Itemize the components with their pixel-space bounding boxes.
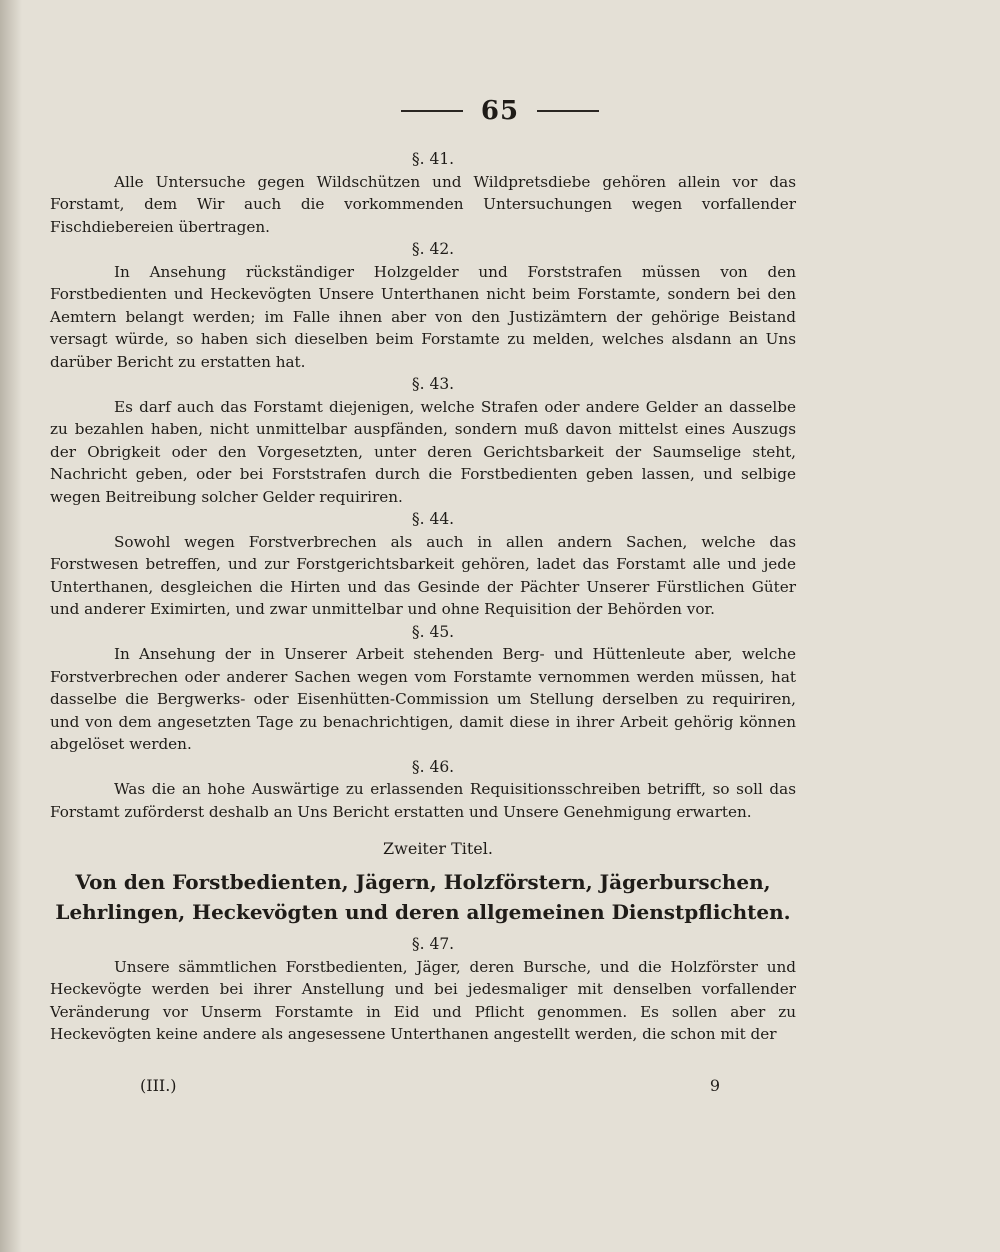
chapter-title-number: Zweiter Titel. <box>383 839 493 858</box>
section-paragraph: Alle Untersuche gegen Wildschützen und Wildpretsdiebe gehören allein vor das Forstamt, dem Wir auch die vorkommenden Untersuchungen wegen vorfallender Fischdiebereien übertragen. <box>50 172 796 236</box>
header-rule-left <box>401 110 463 112</box>
section-paragraph: Es darf auch das Forstamt diejenigen, welche Strafen oder andere Gelder an dasselbe zu bezahlen haben, nicht unmittelbar auspfänden, sondern muß davon mittelst eines Auszugs der Obrigkeit oder den Vorgesetzten, unter deren Gerichtsbarkeit der Saumselige steht, Nachricht geben, oder bei Forststrafen durch die Forstbedienten geben lassen, und selbige wegen Beitreibung solcher Gelder requiriren. <box>50 397 796 506</box>
sheet-number: 9 <box>709 1076 720 1095</box>
section-heading: §. 42. <box>411 240 455 258</box>
page-header <box>0 96 1000 126</box>
section-paragraph: Sowohl wegen Forstverbrechen als auch in allen andern Sachen, welche das Forstwesen betreffen, und zur Forstgerichtsbarkeit gehören, ladet das Forstamt alle und jede Unterthanen, desgleichen die Hirten und das Gesinde der Pächter Unserer Fürstlichen Güter und anderer Eximirten, und zwar unmittelbar und ohne Requisition der Behörden vor. <box>50 532 796 618</box>
body-text <box>50 148 796 1046</box>
binding-edge-shadow <box>0 0 22 1252</box>
section-heading: §. 45. <box>411 622 455 641</box>
header-rule-right <box>537 110 599 112</box>
section-paragraph: Unsere sämmtlichen Forstbedienten, Jäger, deren Bursche, und die Holzförster und Heckevögte werden bei ihrer Anstellung und bei jedesmaliger mit denselben vorfallender Veränderung vor Unserm Forstamte in Eid und Pflicht genommen. Es sollen aber zu Heckevögten keine andere als angesessene Unterthanen angestellt werden, die schon mit der <box>50 957 796 1043</box>
signature-mark: (III.) <box>140 1076 177 1095</box>
section-heading: §. 46. <box>411 757 455 776</box>
page-number: 65 <box>480 96 520 126</box>
section-heading: §. 41. <box>411 150 455 168</box>
chapter-title <box>50 837 796 927</box>
section-heading: §. 43. <box>411 375 455 393</box>
section-paragraph: In Ansehung der in Unserer Arbeit stehenden Berg- und Hüttenleute aber, welche Forstverbrechen oder anderer Sachen wegen vom Forstamte vernommen werden müssen, hat dasselbe die Bergwerks- oder Eisenhütten-Commission um Stellung derselben zu requiriren, und von dem angesetzten Tage zu benachrichtigen, damit diese in ihrer Arbeit gehörig können abgelöset werden. <box>50 645 796 753</box>
section-paragraph: In Ansehung rückständiger Holzgelder und Forststrafen müssen von den Forstbedienten und Heckevögten Unsere Unterthanen nicht beim Forstamte, sondern bei den Aemtern belangt werden; im Falle ihnen aber von den Justizämtern der gehörige Beistand versagt würde, so haben sich dieselben beim Forstamte zu melden, welches alsdann an Uns darüber Bericht zu erstatten hat. <box>50 262 796 371</box>
section-heading: §. 44. <box>411 510 455 528</box>
chapter-title-text: Von den Forstbedienten, Jägern, Holzförstern, Jägerburschen, Lehrlingen, Heckevögten und deren allgemeinen Dienstpflichten. <box>55 870 791 924</box>
page-footer <box>140 1076 720 1095</box>
section-paragraph: Was die an hohe Auswärtige zu erlassenden Requisitionsschreiben betrifft, so soll das Forstamt zuförderst deshalb an Uns Bericht erstatten und Unsere Genehmigung erwarten. <box>50 780 796 821</box>
section-heading: §. 47. <box>411 935 455 953</box>
